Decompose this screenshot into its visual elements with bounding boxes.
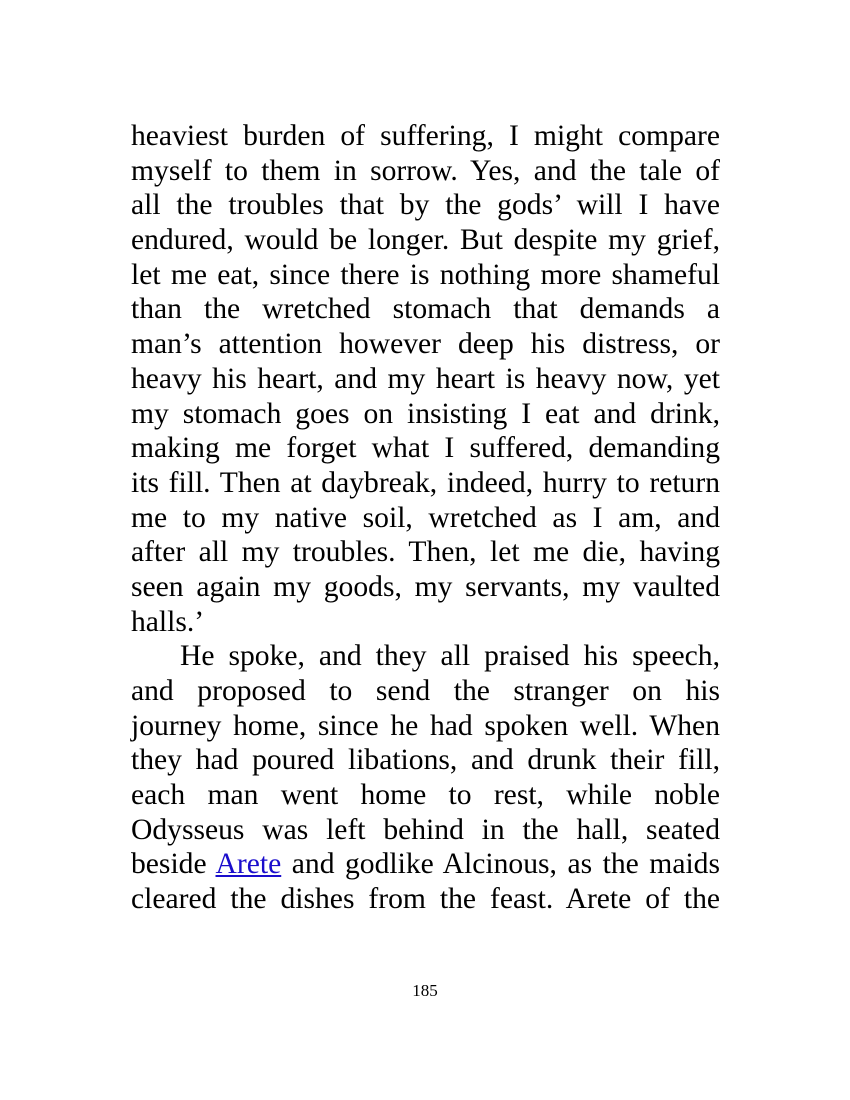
text-line: heavy his heart, and my heart is heavy now, yet xyxy=(131,362,720,395)
text-fragment: beside xyxy=(131,848,216,881)
text-line: journey home, since he had spoken well. When xyxy=(131,709,720,742)
text-line: making me forget what I suffered, demanding xyxy=(131,432,720,465)
text-line: and proposed to send the stranger on his xyxy=(131,675,720,707)
text-line: each man went home to rest, while noble xyxy=(131,779,720,812)
text-line: cleared the dishes from the feast. Arete of the xyxy=(131,883,720,916)
text-line: man’s attention however deep his distress, or xyxy=(131,328,720,361)
text-line: Odysseus was left behind in the hall, seated xyxy=(131,813,720,846)
text-line: my stomach goes on insisting I eat and drink, xyxy=(131,397,720,430)
text-line: after all my troubles. Then, let me die, having xyxy=(131,536,720,569)
text-line: myself to them in sorrow. Yes, and the tale of xyxy=(131,154,720,187)
text-line: me to my native soil, wretched as I am, and xyxy=(131,501,720,534)
arete-link[interactable]: Arete xyxy=(215,848,282,881)
text-line: its fill. Then at daybreak, indeed, hurry to return xyxy=(131,466,720,499)
text-line: they had poured libations, and drunk their fill, xyxy=(131,744,720,777)
body-text xyxy=(131,119,720,917)
text-line: than the wretched stomach that demands a xyxy=(131,293,720,326)
text-line-with-link xyxy=(131,847,720,882)
text-line: endured, would be longer. But despite my grief, xyxy=(131,224,720,257)
text-line: seen again my goods, my servants, my vaulted xyxy=(131,570,720,603)
text-line: let me eat, since there is nothing more shameful xyxy=(131,258,720,291)
text-line: halls.’ xyxy=(131,605,205,638)
page-number: 185 xyxy=(412,981,438,1000)
text-fragment: and godlike Alcinous, as the maids xyxy=(281,848,720,881)
text-line: heaviest burden of suffering, I might compare xyxy=(131,120,720,152)
text-line: He spoke, and they all praised his speech, xyxy=(180,640,720,673)
text-line: all the troubles that by the gods’ will I have xyxy=(131,189,720,222)
